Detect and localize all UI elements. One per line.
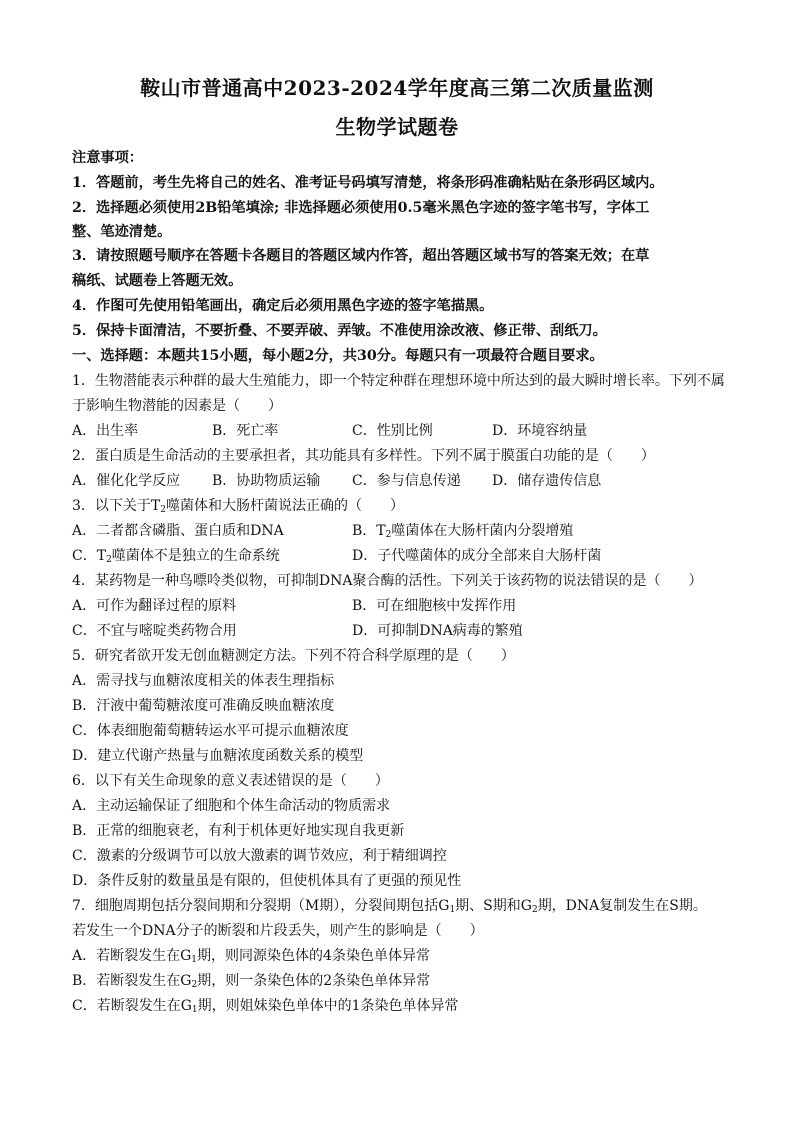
notice-item-2-cont: 整、笔迹清楚。 xyxy=(72,224,172,240)
q6-option-b: B．正常的细胞衰老，有利于机体更好地实现自我更新 xyxy=(72,823,405,839)
q1-stem-line1: 1．生物潜能表示种群的最大生殖能力，即一个特定种群在理想环境中所达到的最大瞬时增长率。下列不属 xyxy=(72,373,725,389)
notice-item-3-cont: 稿纸、试题卷上答题无效。 xyxy=(72,273,243,289)
q5-option-b: B．汗液中葡萄糖浓度可准确反映血糖浓度 xyxy=(72,698,335,714)
notice-item-3: 3．请按照题号顺序在答题卡各题目的答题区域内作答，超出答题区域书写的答案无效；在草 xyxy=(72,248,650,264)
q1-option-d: D．环境容纳量 xyxy=(492,423,588,439)
q2-option-d: D．储存遗传信息 xyxy=(492,473,602,489)
q1-stem-line2: 于影响生物潜能的因素是（ ） xyxy=(72,398,282,414)
q5-option-d: D．建立代谢产热量与血糖浓度函数关系的模型 xyxy=(72,748,364,764)
section-heading: 一、选择题：本题共15小题，每小题2分，共30分。每题只有一项最符合题目要求。 xyxy=(72,348,604,364)
q4-option-d: D．可抑制DNA病毒的繁殖 xyxy=(352,623,523,639)
q4-stem: 4．某药物是一种鸟嘌呤类似物，可抑制DNA聚合酶的活性。下列关于该药物的说法错误的是（ ） xyxy=(72,573,703,589)
q4-option-c: C．不宜与嘧啶类药物合用 xyxy=(72,623,237,639)
q6-option-c: C．激素的分级调节可以放大激素的调节效应，利于精细调控 xyxy=(72,848,447,864)
q1-option-a: A．出生率 xyxy=(72,423,139,439)
q5-stem: 5．研究者欲开发无创血糖测定方法。下列不符合科学原理的是（ ） xyxy=(72,648,515,664)
notice-item-1: 1．答题前，考生先将自己的姓名、准考证号码填写清楚，将条形码准确粘贴在条形码区域内。 xyxy=(72,175,664,191)
q3-option-c: C．$T_2$噬菌体不是独立的生命系统 xyxy=(72,548,280,565)
q6-option-d: D．条件反射的数量虽是有限的，但使机体具有了更强的预见性 xyxy=(72,873,462,889)
q7-stem-line2: 若发生一个DNA分子的断裂和片段丢失，则产生的影响是（ ） xyxy=(72,923,484,939)
notice-item-5: 5．保持卡面清洁，不要折叠、不要弄破、弄皱。不准使用涂改液、修正带、刮纸刀。 xyxy=(72,323,607,339)
q7-option-a: A．若断裂发生在$G_1$期，则同源染色体的4条染色单体异常 xyxy=(72,948,430,965)
q2-option-c: C．参与信息传递 xyxy=(352,473,461,489)
q4-option-a: A．可作为翻译过程的原料 xyxy=(72,598,237,614)
q3-option-d: D．子代噬菌体的成分全部来自大肠杆菌 xyxy=(352,548,602,564)
q1-option-b: B．死亡率 xyxy=(212,423,279,439)
q6-option-a: A．主动运输保证了细胞和个体生命活动的物质需求 xyxy=(72,798,391,814)
q5-option-c: C．体表细胞葡萄糖转运水平可提示血糖浓度 xyxy=(72,723,349,739)
q3-option-a: A．二者都含磷脂、蛋白质和DNA xyxy=(72,523,284,539)
notice-heading: 注意事项： xyxy=(72,150,143,166)
page-subtitle: 生物学试题卷 xyxy=(335,115,459,139)
q2-option-b: B．协助物质运输 xyxy=(212,473,321,489)
q7-option-c: C．若断裂发生在$G_1$期，则姐妹染色单体中的1条染色单体异常 xyxy=(72,998,459,1015)
q4-option-b: B．可在细胞核中发挥作用 xyxy=(352,598,517,614)
q7-option-b: B．若断裂发生在$G_2$期，则一条染色体的2条染色单体异常 xyxy=(72,973,431,990)
q1-option-c: C．性别比例 xyxy=(352,423,433,439)
q2-option-a: A．催化化学反应 xyxy=(72,473,181,489)
q6-stem: 6．以下有关生命现象的意义表述错误的是（ ） xyxy=(72,773,389,789)
page-title: 鞍山市普通高中2023-2024学年度高三第二次质量监测 xyxy=(140,76,654,100)
q3-option-b: B．$T_2$噬菌体在大肠杆菌内分裂增殖 xyxy=(352,523,574,540)
notice-item-2: 2．选择题必须使用2B铅笔填涂; 非选择题必须使用0.5毫米黑色字迹的签字笔书写，字体工 xyxy=(72,200,650,216)
notice-item-4: 4．作图可先使用铅笔画出，确定后必须用黑色字迹的签字笔描黑。 xyxy=(72,298,494,314)
q2-stem: 2．蛋白质是生命活动的主要承担者，其功能具有多样性。下列不属于膜蛋白功能的是（ ） xyxy=(72,448,655,464)
q5-option-a: A．需寻找与血糖浓度相关的体表生理指标 xyxy=(72,673,335,689)
q7-stem-line1: 7．细胞周期包括分裂间期和分裂期（M期），分裂间期包括$G_1$期、S期和$G_2$期，DNA复制发生在S期。 xyxy=(72,898,707,915)
q3-stem: 3．以下关于$T_2$噬菌体和大肠杆菌说法正确的（ ） xyxy=(72,498,404,515)
